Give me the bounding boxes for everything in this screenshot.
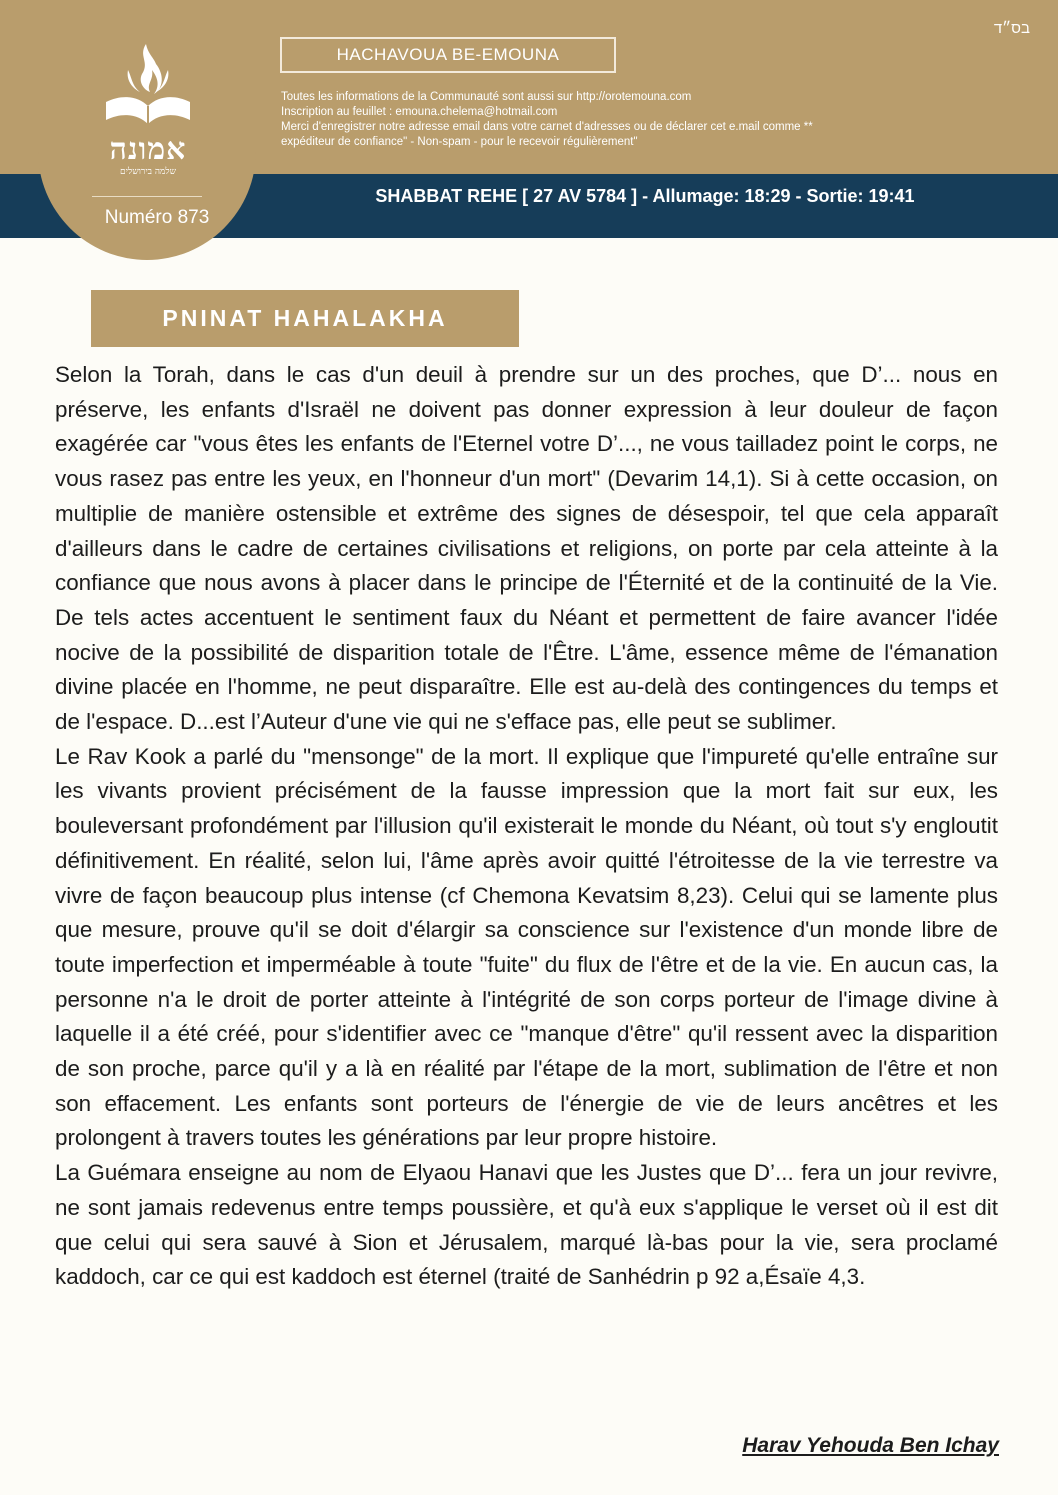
logo-subtitle: שלמה בירושלים	[120, 167, 176, 177]
article-body	[55, 358, 998, 1295]
section-title: PNINAT HAHALAKHA	[91, 290, 519, 347]
bsd-mark: בס״ד	[993, 20, 1030, 37]
newsletter-title: HACHAVOUA BE-EMOUNA	[280, 37, 616, 73]
logo-wordmark: אמונה	[109, 132, 187, 167]
author-signature: Harav Yehouda Ben Ichay	[742, 1434, 999, 1457]
info-spam-line-cont: expéditeur de confiance" - Non-spam - pour le recevoir régulièrement"	[281, 136, 638, 148]
shabbat-times: SHABBAT REHE [ 27 AV 5784 ] - Allumage: 18:29 - Sortie: 19:41	[375, 186, 915, 206]
article-paragraph: Le Rav Kook a parlé du "mensonge" de la mort. Il explique que l'impureté qu'elle entraîne sur les vivants provient précisément de la fausse impression que la mort fait sur eux, les bouleversant profondément par l'illusion qu'il existerait le monde du Néant, où tout s'y engloutit définitivement. En réalité, selon lui, l'âme après avoir quitté l'étroitesse de la vie terrestre va vivre de façon beaucoup plus intense (cf Chemona Kevatsim 8,23). Celui qui se lamente plus que mesure, prouve qu'il se doit d'élargir sa conscience sur l'existence d'un monde libre de toute imperfection et imperméable à toute "fuite" du flux de l'être et de la vie. En aucun cas, la personne n'a le droit de porter atteinte à l'intégrité de son corps porteur de l'image divine à laquelle il a été créé, pour s'identifier avec ce "manque d'être" qu'il ressent avec la disparition de son proche, parce qu'il y a là en réalité par l'étape de la mort, sublimation de l'être et non son effacement. Les enfants sont porteurs de l'énergie de vie de leurs ancêtres et les prolongent à travers toutes les générations par leur propre histoire.	[55, 743, 998, 1151]
logo-divider	[92, 196, 202, 197]
info-block	[281, 90, 981, 150]
info-email-line: Inscription au feuillet : emouna.chelema@hotmail.com	[281, 106, 558, 118]
issue-number: Numéro 873	[104, 207, 210, 228]
info-spam-line: Merci d'enregistrer notre adresse email dans votre carnet d'adresses ou de déclarer cet e.mail comme **	[281, 121, 813, 133]
info-website-line: Toutes les informations de la Communauté sont aussi sur http://orotemouna.com	[281, 91, 692, 103]
article-paragraph: La Guémara enseigne au nom de Elyaou Hanavi que les Justes que D’... fera un jour revivre, ne sont jamais redevenus entre temps poussière, et qu'à eux s'applique le verset où il est dit que celui qui sera sauvé à Sion et Jérusalem, marqué là-bas pour la vie, sera proclamé kaddoch, car ce qui est kaddoch est éternel (traité de Sanhédrin p 92 a,Ésaïe 4,3.	[55, 1160, 998, 1290]
book-flame-logo-icon	[98, 40, 198, 132]
article-paragraph: Selon la Torah, dans le cas d'un deuil à prendre sur un des proches, que D’... nous en préserve, les enfants d'Israël ne doivent pas donner expression à leur douleur de façon exagérée car "vous êtes les enfants de l'Eternel votre D’..., ne vous tailladez point le corps, ne vous rasez pas entre les yeux, en l'honneur d'un mort" (Devarim 14,1). Si à cette occasion, on multiplie de manière ostensible et extrême des signes de désespoir, tel que cela apparaît d'ailleurs dans le cadre de certaines civilisations et religions, on porte par cela atteinte à la confiance que nous avons à placer dans le principe de l'Éternité et de la continuité de la Vie. De tels actes accentuent le sentiment faux du Néant et permettent de faire avancer l'idée nocive de la possibilité de disparition totale de l'Être. L'âme, essence même de l'émanation divine placée en l'homme, ne peut disparaître. Elle est au-delà des contingences du temps et de l'espace. D...est l’Auteur d'une vie qui ne s'efface pas, elle peut se sublimer.	[55, 362, 998, 735]
